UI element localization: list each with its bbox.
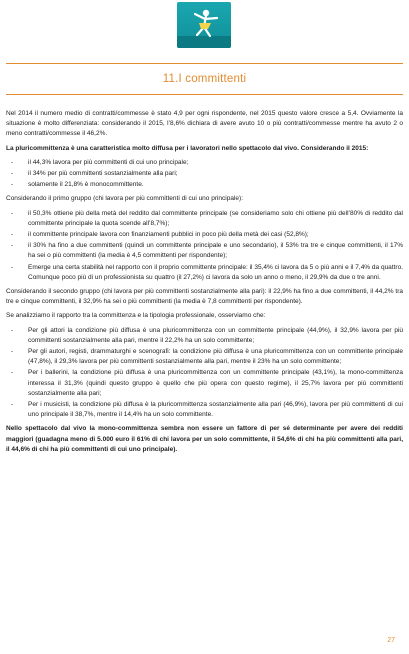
list-item: - il 30% ha fino a due committenti (quindi un committente principale e uno secondario), il 53% tra tre e cinque committenti, il 17% ha sei o più committenti (la media è 4,5 committenti per rispondente); <box>6 241 403 261</box>
list-item: - il 44,3% lavora per più committenti di cui uno principale; <box>6 158 403 168</box>
section-title: 11.I committenti <box>162 73 247 85</box>
page-number: 27 <box>387 637 395 644</box>
list-item: - il committente principale lavora con finanziamenti pubblici in poco più della metà dei casi (52,8%); <box>6 230 403 240</box>
paragraph-pluricommittenza: La pluricommittenza è una caratteristica molto diffusa per i lavoratori nello spettacolo dal vivo. Considerando il 2015: <box>6 144 369 152</box>
list-item: - Per gli attori la condizione più diffusa è una pluricommittenza con un committente principale (44,9%), il 32,9% lavora per più committenti sostanzialmente alla pari, mentre il 22,2% ha un solo committente; <box>6 326 403 346</box>
list-item: - Per gli autori, registi, drammaturghi e scenografi: la condizione più diffusa è una pluricommittenza con un committente principale (47,8%), il 29,3% lavora per più committenti sostanzialmente alla pari, mentre il 23% ha un solo committente; <box>6 347 403 367</box>
paragraph-conclusion: Nello spettacolo dal vivo la mono-committenza sembra non essere un fattore di per sé determinante per avere dei redditi maggiori (guadagna meno di 5.000 euro il 61% di chi lavora per un solo committente, il 54,6% di chi ha più committenti alla pari, il 44,6% di chi ha più committenti di cui uno principale). <box>6 425 403 453</box>
list-first-group <box>6 209 403 283</box>
list-item: - Per i musicisti, la condizione più diffusa è la pluricommittenza sostanzialmente alla pari (46,9%), lavora per più committenti di cui uno principale il 38,7%, mentre il 14,4% ha un solo committente. <box>6 400 403 420</box>
list-2015-breakdown <box>6 158 403 191</box>
paragraph-professional-type: Se analizziamo il rapporto tra la committenza e la tipologia professionale, osserviamo che: <box>6 312 266 320</box>
dancer-logo-icon <box>177 2 231 48</box>
list-professional-types <box>6 326 403 421</box>
list-item: - solamente il 21,8% è monocommittente. <box>6 180 403 190</box>
paragraph-intro: Nel 2014 il numero medio di contratti/commesse è stato 4,9 per ogni rispondente, nel 2015 questo valore cresce a 5,4. Ovviamente la situazione è molto differenziata: considerando il 2015, l’8,6% dichiara di avere avuto 10 o più contratti/commesse mentre ha avuto 2 o meno contratti/commesse il 46,2%. <box>6 110 403 138</box>
list-item: - il 50,3% ottiene più della metà del reddito dal committente principale (se consideriamo solo chi ottiene più dell’80% di reddito dal committente principale la quota scende all’8,7%); <box>6 209 403 229</box>
section-title-bar <box>6 63 403 95</box>
paragraph-first-group: Considerando il primo gruppo (chi lavora per più committenti di cui uno principale): <box>6 195 244 203</box>
list-item: - Per i ballerini, la condizione più diffusa è una pluricommittenza con un committente principale (43,1%), la mono-committenza interessa il 31,3% (quindi questo gruppo è quello che più opera con questo regime), il 25,7% lavora per più committenti sostanzialmente alla pari; <box>6 368 403 399</box>
list-item: - Emerge una certa stabilità nel rapporto con il proprio committente principale: il 35,4% ci lavora da 5 o più anni e il 7,4% da quattro. Comunque poco più di un professionista su quattro (il 27,2%) ci lavora da solo un anno o meno, il 29,9% da due o tre anni. <box>6 263 403 283</box>
paragraph-second-group: Considerando il secondo gruppo (chi lavora per più committenti sostanzialmente alla pari): il 22,9% ha fino a due committenti, il 44,2% tra tre e cinque committenti, il 32,9% ha sei o più committenti (la media è 7,8 committenti per rispondente). <box>6 288 403 306</box>
list-item: - il 34% per più committenti sostanzialmente alla pari; <box>6 169 403 179</box>
body-content <box>6 109 403 459</box>
